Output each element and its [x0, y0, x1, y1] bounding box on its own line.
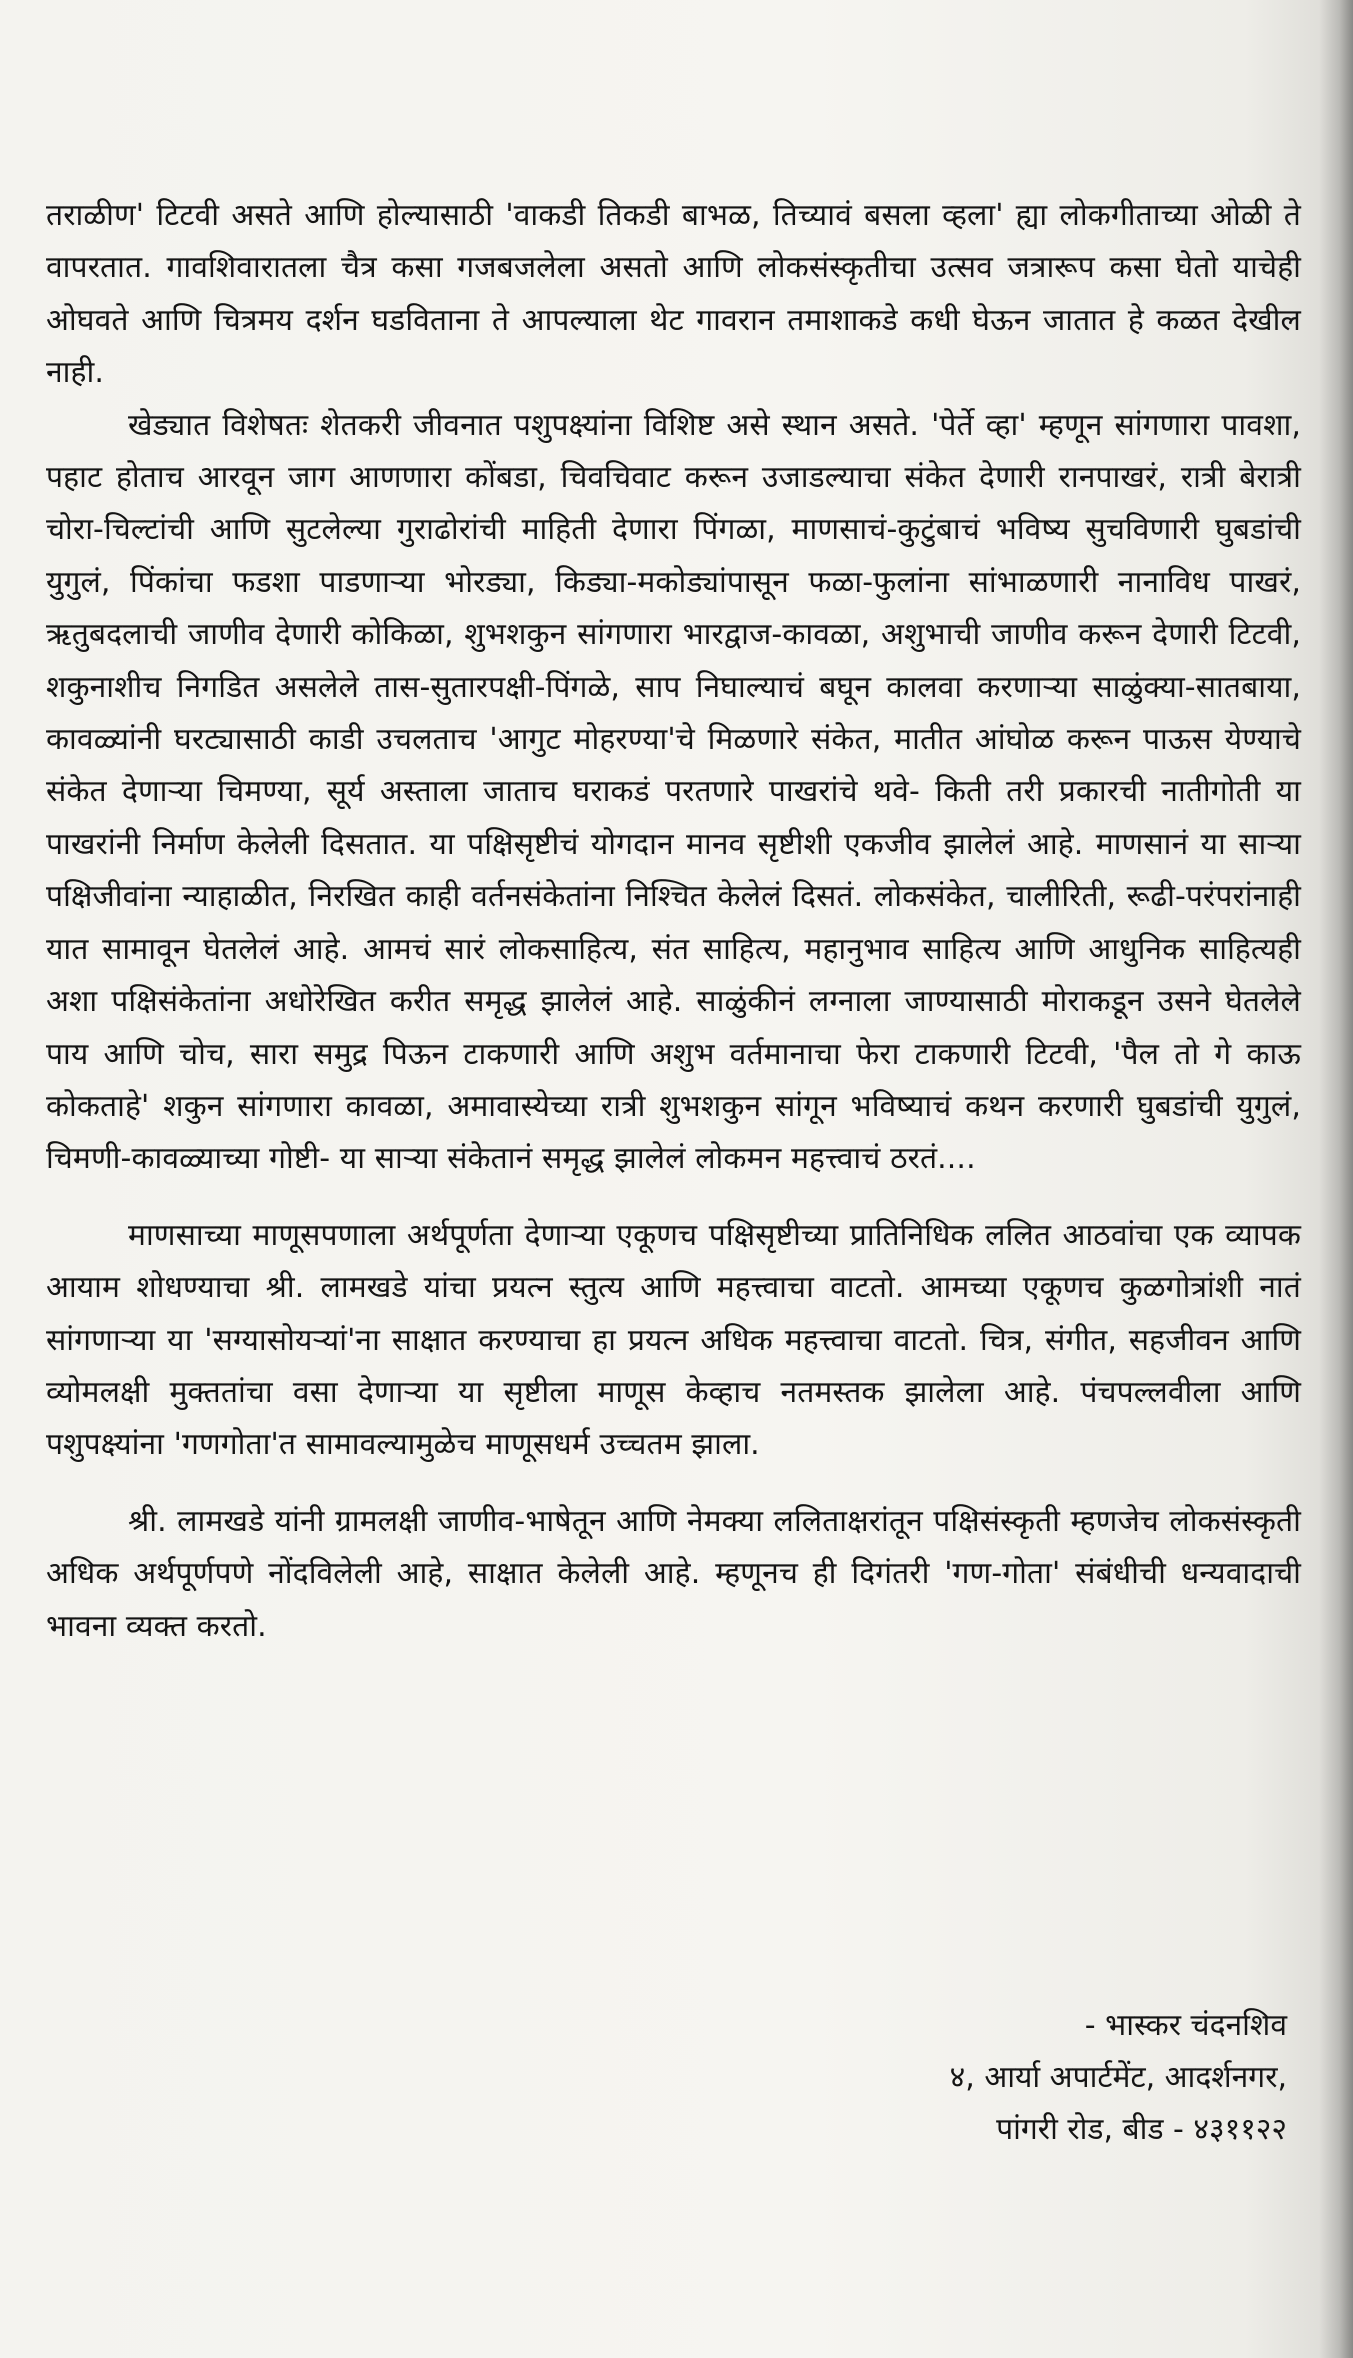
signature-name: - भास्कर चंदनशिव — [1084, 2008, 1287, 2043]
paragraph-author-effort: माणसाच्या माणूसपणाला अर्थपूर्णता देणाऱ्या एकूणच पक्षिसृष्टीच्या प्रातिनिधिक ललित आठवांचा एक व्यापक आयाम शोधण्याचा श्री. लामखडे यांचा प्रयत्न स्तुत्य आणि महत्त्वाचा वाटतो. आमच्या एकूणच कुळगोत्रांशी नातं सांगणाऱ्या या 'सग्यासोयऱ्यां'ना साक्षात करण्याचा हा प्रयत्न अधिक महत्त्वाचा वाटतो. चित्र, संगीत, सहजीवन आणि व्योमलक्षी मुक्ततांचा वसा देणाऱ्या या सृष्टीला माणूस केव्हाच नतमस्तक झालेला आहे. पंचपल्लवीला आणि पशुपक्ष्यांना 'गणगोता'त सामावल्यामुळेच माणूसधर्म उच्चतम झाला. — [46, 1217, 1301, 1463]
body-text — [46, 190, 1301, 1653]
paragraph-continuation: तराळीण' टिटवी असते आणि होल्यासाठी 'वाकडी तिकडी बाभळ, तिच्यावं बसला व्हला' ह्या लोकगीताच्या ओळी ते वापरतात. गावशिवारातला चैत्र कसा गजबजलेला असतो आणि लोकसंस्कृतीचा उत्सव जत्रारूप कसा घेतो याचेही ओघवते आणि चित्रमय दर्शन घडविताना ते आपल्याला थेट गावरान तमाशाकडे कधी घेऊन जातात हे कळत देखील नाही. — [46, 198, 1301, 391]
signature-block — [950, 2000, 1287, 2156]
page-spine-shadow — [1319, 0, 1353, 2358]
signature-address-line-2: पांगरी रोड, बीड - ४३११२२ — [996, 2112, 1287, 2147]
paragraph-birds-in-village-life: खेड्यात विशेषतः शेतकरी जीवनात पशुपक्ष्यांना विशिष्ट असे स्थान असते. 'पेर्ते व्हा' म्हणून सांगणारा पावशा, पहाट होताच आरवून जाग आणणारा कोंबडा, चिवचिवाट करून उजाडल्याचा संकेत देणारी रानपाखरं, रात्री बेरात्री चोरा-चिल्टांची आणि सुटलेल्या गुराढोरांची माहिती देणारा पिंगळा, माणसाचं-कुटुंबाचं भविष्य सुचविणारी घुबडांची युगुलं, पिंकांचा फडशा पाडणाऱ्या भोरड्या, किड्या-मकोड्यांपासून फळा-फुलांना सांभाळणारी नानाविध पाखरं, ऋतुबदलाची जाणीव देणारी कोकिळा, शुभशकुन सांगणारा भारद्वाज-कावळा, अशुभाची जाणीव करून देणारी टिटवी, शकुनाशीच निगडित असलेले तास-सुतारपक्षी-पिंगळे, साप निघाल्याचं बघून कालवा करणाऱ्या साळुंक्या-सातबाया, कावळ्यांनी घरट्यासाठी काडी उचलताच 'आगुट मोहरण्या'चे मिळणारे संकेत, मातीत आंघोळ करून पाऊस येण्याचे संकेत देणाऱ्या चिमण्या, सूर्य अस्ताला जाताच घराकडं परतणारे पाखरांचे थवे- किती तरी प्रकारची नातीगोती या पाखरांनी निर्माण केलेली दिसतात. या पक्षिसृष्टीचं योगदान मानव सृष्टीशी एकजीव झालेलं आहे. माणसानं या साऱ्या पक्षिजीवांना न्याहाळीत, निरखित काही वर्तनसंकेतांना निश्चित केलेलं दिसतं. लोकसंकेत, चालीरिती, रूढी-परंपरांनाही यात सामावून घेतलेलं आहे. आमचं सारं लोकसाहित्य, संत साहित्य, महानुभाव साहित्य आणि आधुनिक साहित्यही अशा पक्षिसंकेतांना अधोरेखित करीत समृद्ध झालेलं आहे. साळुंकीनं लग्नाला जाण्यासाठी मोराकडून उसने घेतलेले पाय आणि चोच, सारा समुद्र पिऊन टाकणारी आणि अशुभ वर्तमानाचा फेरा टाकणारी टिटवी, 'पैल तो गे काऊ कोकताहे' शकुन सांगणारा कावळा, अमावास्येच्या रात्री शुभशकुन सांगून भविष्याचं कथन करणारी घुबडांची युगुलं, चिमणी-कावळ्याच्या गोष्टी- या साऱ्या संकेतानं समृद्ध झालेलं लोकमन महत्त्वाचं ठरतं.... — [46, 407, 1302, 1177]
paragraph-gratitude: श्री. लामखडे यांनी ग्रामलक्षी जाणीव-भाषेतून आणि नेमक्या ललिताक्षरांतून पक्षिसंस्कृती म्हणजेच लोकसंस्कृती अधिक अर्थपूर्णपणे नोंदविलेली आहे, साक्षात केलेली आहे. म्हणूनच ही दिगंतरी 'गण-गोता' संबंधीची धन्यवादाची भावना व्यक्त करतो. — [46, 1503, 1301, 1644]
signature-address-line-1: ४, आर्या अपार्टमेंट, आदर्शनगर, — [949, 2060, 1287, 2095]
